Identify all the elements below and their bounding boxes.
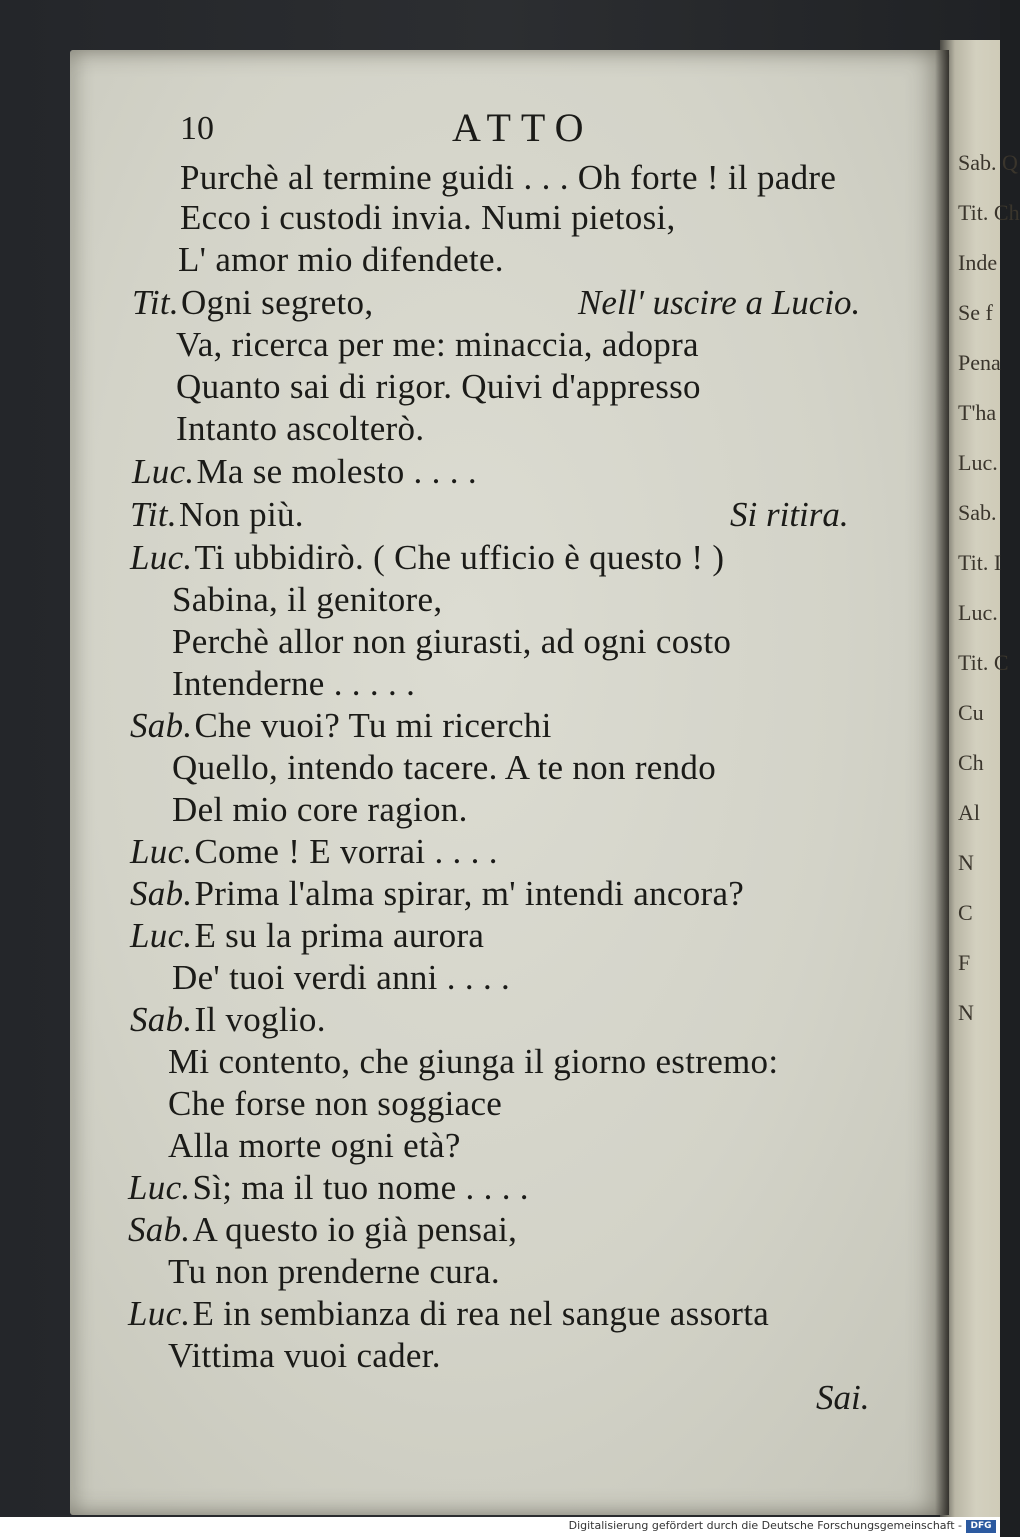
verse-line: Luc.E su la prima aurora — [130, 916, 485, 955]
verse-line: Che forse non soggiace — [168, 1084, 503, 1123]
verse-line: De' tuoi verdi anni . . . . — [172, 958, 511, 997]
speaker-label: Luc. — [132, 452, 195, 491]
bleed-line: Al — [958, 800, 980, 825]
bleed-line: T'ha — [958, 400, 997, 425]
bleed-line: Pena — [958, 350, 1001, 375]
bleed-line: N — [958, 850, 974, 875]
verse-line: Va, ricerca per me: minaccia, adopra — [176, 325, 699, 364]
verse-line: Ecco i custodi invia. Numi pietosi, — [180, 198, 676, 237]
digitization-footer — [0, 1517, 1000, 1537]
footer-credit: Digitalisierung gefördert durch die Deutsche Forschungsgemeinschaft - — [568, 1519, 962, 1532]
verse-line: Intanto ascolterò. — [176, 409, 425, 448]
verse-line: L' amor mio difendete. — [178, 240, 504, 279]
verse-line: Sab.Che vuoi? Tu mi ricerchi — [130, 706, 552, 745]
speaker-label: Sab. — [130, 1000, 193, 1039]
speaker-label: Luc. — [130, 538, 193, 577]
bleed-line: Se f — [958, 300, 993, 325]
bleed-line: Tit. Ch — [958, 200, 1020, 225]
running-title: ATTO — [452, 105, 594, 150]
speaker-label: Sab. — [128, 1210, 191, 1249]
verse-line: Purchè al termine guidi . . . Oh forte ! il padre — [180, 158, 837, 197]
bleed-line: Cu — [958, 700, 984, 725]
speaker-label: Luc. — [130, 832, 193, 871]
verse-line: Luc.Ma se molesto . . . . — [132, 452, 477, 491]
verse-line: Perchè allor non giurasti, ad ogni costo — [172, 622, 732, 661]
dfg-logo: DFG — [966, 1520, 996, 1533]
page-gutter-shadow — [935, 50, 949, 1515]
bleed-line: F — [958, 950, 971, 975]
speaker-label: Tit. — [130, 495, 177, 534]
speaker-label: Sab. — [130, 706, 193, 745]
bleed-line: Luc. — [958, 600, 998, 625]
verse-line: Luc.Ti ubbidirò. ( Che ufficio è questo ! ) — [130, 538, 725, 577]
verse-line: Del mio core ragion. — [172, 790, 468, 829]
verse-line: Sabina, il genitore, — [172, 580, 443, 619]
verse-line: Mi contento, che giunga il giorno estremo: — [168, 1042, 779, 1081]
speaker-label: Luc. — [130, 916, 193, 955]
verse-line: Luc.E in sembianza di rea nel sangue assorta — [128, 1294, 770, 1333]
verse-line: Alla morte ogni età? — [168, 1126, 461, 1165]
verse-line: Vittima vuoi cader. — [168, 1336, 441, 1375]
verse-line: Sab.A questo io già pensai, — [128, 1210, 518, 1249]
verse-line: Tit.Ogni segreto, — [132, 283, 374, 322]
catchword: Sai. — [816, 1378, 870, 1417]
stage-direction: Nell' uscire a Lucio. — [578, 283, 861, 322]
bleed-line: C — [958, 900, 973, 925]
verse-line: Intenderne . . . . . — [172, 664, 416, 703]
bleed-line: Inde — [958, 250, 998, 275]
verse-line: Sab.Il voglio. — [130, 1000, 326, 1039]
verse-line: Tit.Non più. — [130, 495, 304, 534]
verse-line: Luc.Come ! E vorrai . . . . — [130, 832, 498, 871]
verse-line: Tu non prenderne cura. — [168, 1252, 500, 1291]
speaker-label: Tit. — [132, 283, 179, 322]
verse-line: Quello, intendo tacere. A te non rendo — [172, 748, 717, 787]
verse-line: Quanto sai di rigor. Quivi d'appresso — [176, 367, 701, 406]
bleed-line: N — [958, 1000, 974, 1025]
bleed-line: Sab. Q — [958, 150, 1018, 175]
speaker-label: Luc. — [128, 1168, 191, 1207]
bleed-line: Tit. C — [958, 650, 1009, 675]
page-number: 10 — [180, 110, 214, 147]
speaker-label: Sab. — [130, 874, 193, 913]
stage-direction: Si ritira. — [730, 495, 849, 534]
bleed-line: Sab. — [958, 500, 997, 525]
speaker-label: Luc. — [128, 1294, 191, 1333]
bleed-line: Luc. — [958, 450, 998, 475]
verse-line: Sab.Prima l'alma spirar, m' intendi ancora? — [130, 874, 745, 913]
bleed-line: Ch — [958, 750, 984, 775]
bleed-line: Tit. I — [958, 550, 1002, 575]
verse-line: Luc.Sì; ma il tuo nome . . . . — [128, 1168, 529, 1207]
